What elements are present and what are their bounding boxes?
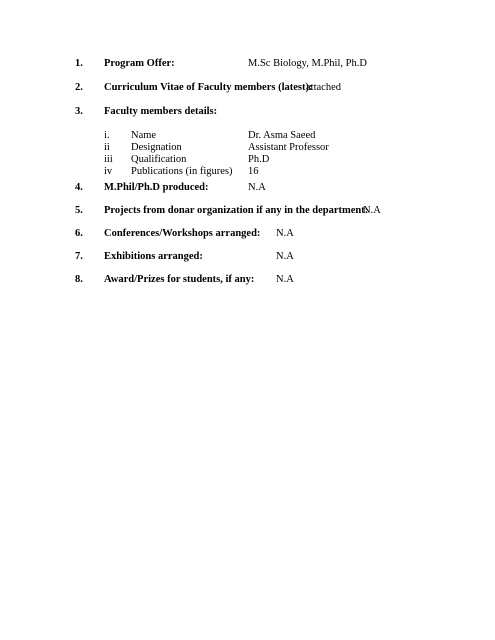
cv-value: attached xyxy=(306,82,341,93)
detail-value: 16 xyxy=(248,166,259,177)
mphil-phd-produced-value: N.A xyxy=(248,182,266,193)
detail-index: i. xyxy=(104,130,110,141)
projects-label: Projects from donar organization if any in the department: xyxy=(104,205,369,216)
mphil-phd-produced-label: M.Phil/Ph.D produced: xyxy=(104,182,209,193)
detail-index: ii xyxy=(104,142,110,153)
detail-field: Qualification xyxy=(131,154,187,165)
item-number: 6. xyxy=(75,228,83,239)
program-offer-value: M.Sc Biology, M.Phil, Ph.D xyxy=(248,58,367,69)
detail-index: iv xyxy=(104,166,113,177)
projects-value: N.A xyxy=(363,205,381,216)
awards-label: Award/Prizes for students, if any: xyxy=(104,274,255,285)
item-number: 2. xyxy=(75,82,83,93)
detail-field: Name xyxy=(131,130,157,141)
conferences-label: Conferences/Workshops arranged: xyxy=(104,228,261,239)
awards-value: N.A xyxy=(276,274,294,285)
item-number: 4. xyxy=(75,182,83,193)
detail-value: Ph.D xyxy=(248,154,270,165)
detail-value: Dr. Asma Saeed xyxy=(248,130,316,141)
cv-label: Curriculum Vitae of Faculty members (latest): xyxy=(104,82,313,93)
item-number: 7. xyxy=(75,251,83,262)
item-number: 1. xyxy=(75,58,83,69)
item-number: 8. xyxy=(75,274,83,285)
faculty-details-label: Faculty members details: xyxy=(104,106,218,117)
exhibitions-value: N.A xyxy=(276,251,294,262)
detail-field: Publications (in figures) xyxy=(131,166,233,177)
detail-field: Designation xyxy=(131,142,182,153)
detail-value: Assistant Professor xyxy=(248,142,329,153)
exhibitions-label: Exhibitions arranged: xyxy=(104,251,203,262)
item-number: 3. xyxy=(75,106,83,117)
conferences-value: N.A xyxy=(276,228,294,239)
detail-index: iii xyxy=(104,154,113,165)
item-number: 5. xyxy=(75,205,83,216)
program-offer-label: Program Offer: xyxy=(104,58,175,69)
